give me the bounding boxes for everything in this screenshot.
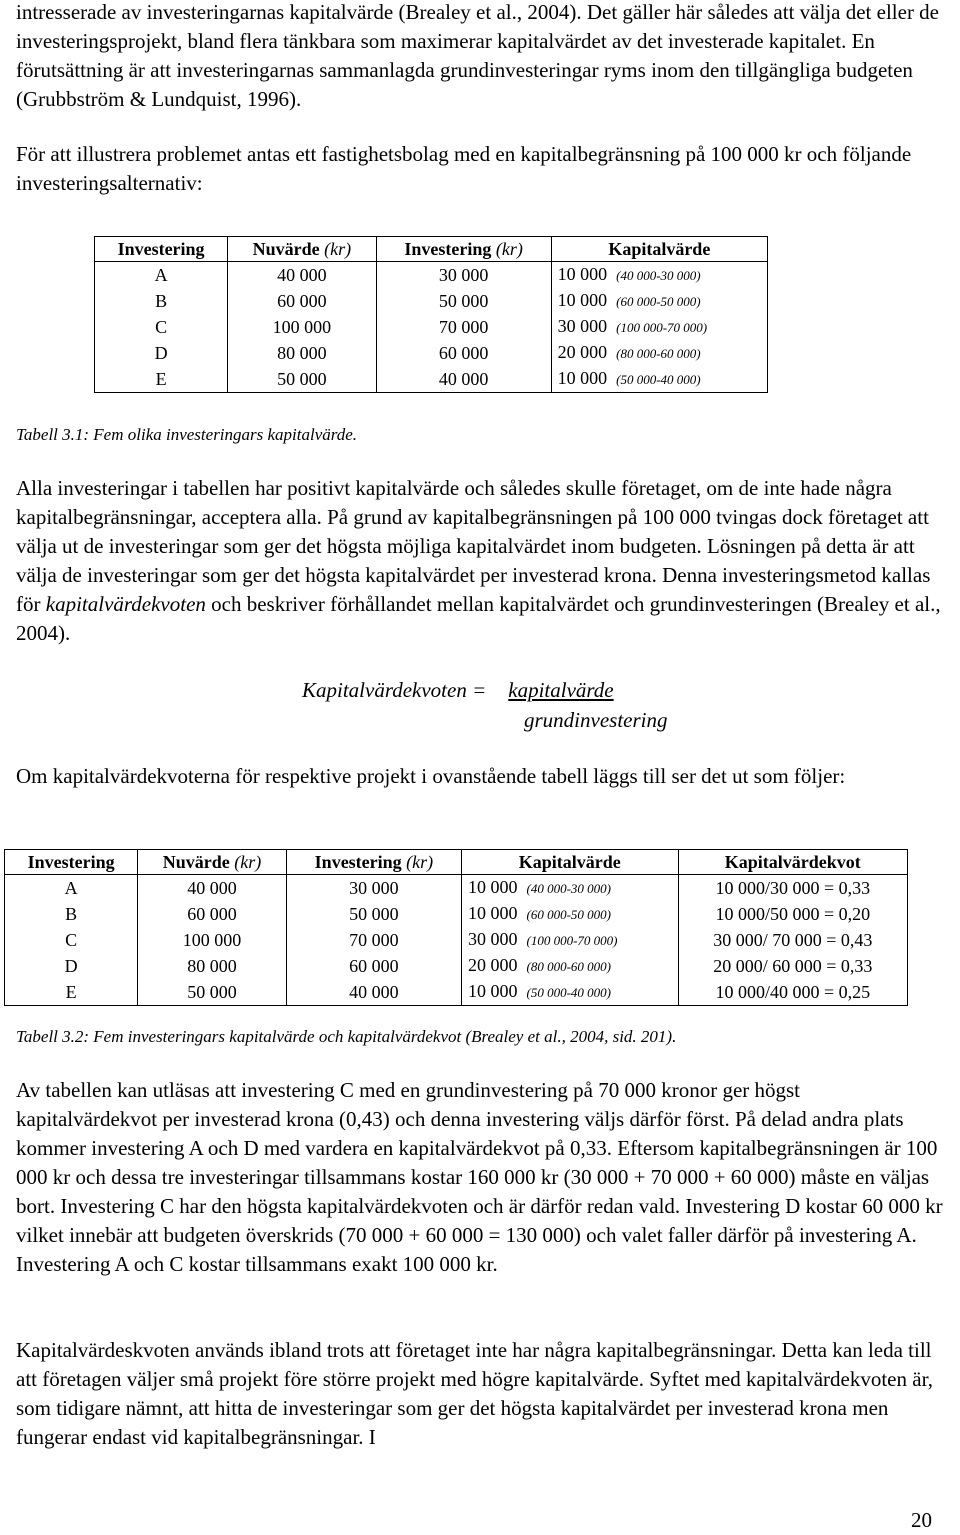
cell-kvot-text: 10 000/40 000 = 0,25 [715,982,871,1002]
cell-inv-text: 30 000 [438,265,489,285]
table-capital-value [94,236,768,393]
cell-kapitalvardekvot [678,901,907,927]
header-investering: Investering [95,237,228,262]
cell-investering-kr [376,288,551,314]
cell-kv-value: 30 000 [557,316,608,336]
cell-kapitalvarde [551,314,767,340]
cell-investering [5,953,138,979]
cell-investering-kr [376,366,551,393]
formula [302,676,668,732]
cell-nuvarde [228,340,376,366]
table-caption-1: Tabell 3.1: Fem olika investeringars kapitalvärde. [16,425,358,444]
cell-kapitalvarde [462,875,679,902]
table-row [95,340,768,366]
cell-investering [5,901,138,927]
cell-id-text: B [155,291,168,311]
cell-nuvarde [138,875,287,902]
cell-kapitalvarde [462,901,679,927]
cell-investering [95,314,228,340]
paragraph-analysis: Av tabellen kan utläsas att investering C med en grundinvestering på 70 000 kronor ger högst kapitalvärdekvot per investerad krona (0,43) och denna investering väljs därför först. På delad andra plats kommer investering A och D med vardera en kapitalvärdekvot på 0,33. Eftersom kapitalbegränsningen är 100 000 kr och dessa tre investeringar tillsammans kostar 160 000 kr (30 000 + 70 000 + 60 000) måste en väljas bort. Investering C har den högsta kapitalvärdekvoten och är därför redan vald. Investering D kostar 60 000 kr vilket innebär att budgeten överskrids (70 000 + 60 000 = 130 000) och valet faller därför på investering A. Investering A och C kostar tillsammans exakt 100 000 kr. [16,1078,943,1276]
cell-nuvarde [138,979,287,1006]
cell-kapitalvarde [551,366,767,393]
cell-inv-text: 70 000 [349,930,399,950]
cell-investering [5,875,138,902]
cell-id-text: B [65,904,78,924]
cell-nuvarde-text: 50 000 [187,982,237,1002]
cell-kapitalvardekvot [678,875,907,902]
cell-nuvarde-text: 100 000 [272,317,332,337]
cell-id-text: A [154,265,168,285]
cell-investering-kr [286,927,461,953]
cell-kv-value: 30 000 [468,929,518,949]
table-row [5,875,908,902]
header-investering-kr [376,237,551,262]
cell-inv-text: 60 000 [349,956,399,976]
cell-kv-calc: (60 000-50 000) [526,907,612,922]
table-header-row [5,850,908,875]
cell-investering [5,927,138,953]
cell-kv-calc: (100 000-70 000) [616,320,708,335]
cell-kv-value: 20 000 [557,342,608,362]
cell-id-text: A [64,878,78,898]
cell-investering-kr [286,979,461,1006]
cell-id-text: C [155,317,168,337]
paragraph-explanation-text-2: och beskriver förhållandet mellan kapitalvärdet och grundinvesteringen (Brealey et al., 2004). [16,592,941,645]
cell-nuvarde [228,366,376,393]
cell-kapitalvardekvot [678,927,907,953]
cell-kv-value: 20 000 [468,955,518,975]
table-capital-ratio [4,849,908,1006]
cell-id-text: C [65,930,78,950]
cell-kv-calc: (100 000-70 000) [526,933,618,948]
header-kapitalvardekvot: Kapitalvärdekvot [678,850,907,875]
cell-nuvarde-text: 60 000 [187,904,237,924]
cell-nuvarde-text: 100 000 [182,930,242,950]
cell-kv-value: 10 000 [468,877,518,897]
table-row [5,979,908,1006]
table-row [5,901,908,927]
header-inv-unit: (kr) [495,239,523,259]
cell-id-text: D [64,956,78,976]
header-investering: Investering [5,850,138,875]
cell-inv-text: 50 000 [349,904,399,924]
cell-kvot-text: 30 000/ 70 000 = 0,43 [713,930,873,950]
cell-kv-calc: (50 000-40 000) [616,372,701,387]
header-kapitalvarde: Kapitalvärde [462,850,679,875]
cell-nuvarde [138,953,287,979]
formula-denominator: grundinvestering [524,708,668,732]
cell-nuvarde [228,314,376,340]
cell-kv-calc: (60 000-50 000) [616,294,701,309]
header-inv-unit: (kr) [406,852,434,872]
term-kapitalvardekvoten: kapitalvärdekvoten [45,592,206,616]
cell-inv-text: 50 000 [438,291,489,311]
cell-kvot-text: 10 000/50 000 = 0,20 [715,904,871,924]
table-row [95,366,768,393]
cell-investering [5,979,138,1006]
cell-inv-text: 70 000 [438,317,489,337]
paragraph-intro: intresserade av investeringarnas kapitalvärde (Brealey et al., 2004). Det gäller här således att välja det eller de investeringsprojekt, bland flera tänkbara som maximerar kapitalvärdet av det investerade kapitalet. En förutsättning är att investeringarnas sammanlagda grundinvesteringar ryms inom den tillgängliga budgeten (Grubbström & Lundquist, 1996). [16,0,940,111]
cell-inv-text: 40 000 [438,369,489,389]
cell-id-text: D [154,343,168,363]
cell-kv-value: 10 000 [468,981,518,1001]
header-nuvarde [228,237,376,262]
cell-nuvarde-text: 50 000 [277,369,327,389]
cell-nuvarde [138,901,287,927]
cell-investering [95,366,228,393]
cell-kv-calc: (40 000-30 000) [616,268,701,283]
cell-kapitalvardekvot [678,979,907,1006]
cell-kapitalvardekvot [678,953,907,979]
header-inv-label: Investering [314,852,402,872]
header-kapitalvarde: Kapitalvärde [551,237,767,262]
cell-investering-kr [286,875,461,902]
cell-kvot-text: 20 000/ 60 000 = 0,33 [713,956,873,976]
cell-kv-calc: (80 000-60 000) [526,959,612,974]
cell-nuvarde [228,262,376,289]
cell-investering-kr [286,953,461,979]
paragraph-illustration: För att illustrera problemet antas ett fastighetsbolag med en kapitalbegränsning på 100 000 kr och följande investeringsalternativ: [16,142,912,195]
cell-nuvarde-text: 40 000 [277,265,327,285]
header-inv-label: Investering [404,239,492,259]
header-investering-kr [286,850,461,875]
cell-investering-kr [376,262,551,289]
cell-inv-text: 30 000 [349,878,399,898]
cell-kapitalvarde [551,262,767,289]
paragraph-ratio-intro: Om kapitalvärdekvoterna för respektive projekt i ovanstående tabell läggs till ser det ut som följer: [16,764,846,788]
formula-lhs: Kapitalvärdekvoten = [302,678,487,702]
cell-investering [95,262,228,289]
paragraph-explanation [16,474,946,648]
cell-id-text: E [155,369,167,389]
cell-nuvarde-text: 80 000 [187,956,237,976]
header-nuvarde [138,850,287,875]
cell-id-text: E [65,982,77,1002]
paragraph-explanation-text-1: Alla investeringar i tabellen har positivt kapitalvärde och således skulle företaget, om de inte hade några kapitalbegränsningar, acceptera alla. På grund av kapitalbegränsningen på 100 000 tvingas dock företaget att välja ut de investeringar som ger det högsta möjliga kapitalvärdet inom budgeten. Lösningen på detta är att välja de investeringar som ger det högsta kapitalvärdet per investerad krona. Denna investeringsmetod kallas för [16,476,931,616]
header-nuvarde-unit: (kr) [324,239,352,259]
cell-investering-kr [376,340,551,366]
cell-investering [95,340,228,366]
cell-kv-value: 10 000 [557,290,608,310]
cell-kapitalvarde [551,288,767,314]
cell-investering-kr [376,314,551,340]
cell-kapitalvarde [462,979,679,1006]
cell-nuvarde-text: 60 000 [277,291,327,311]
cell-nuvarde-text: 80 000 [277,343,327,363]
cell-kv-calc: (50 000-40 000) [526,985,612,1000]
cell-kv-calc: (80 000-60 000) [616,346,701,361]
cell-kvot-text: 10 000/30 000 = 0,33 [715,878,871,898]
cell-kapitalvarde [551,340,767,366]
cell-kv-value: 10 000 [557,368,608,388]
header-nuvarde-label: Nuvärde [162,852,230,872]
cell-kv-value: 10 000 [468,903,518,923]
header-nuvarde-unit: (kr) [234,852,262,872]
cell-nuvarde [138,927,287,953]
table-row [95,314,768,340]
table-body [95,262,768,393]
cell-investering [95,288,228,314]
cell-kapitalvarde [462,953,679,979]
table-row [95,288,768,314]
paragraph-conclusion: Kapitalvärdeskvoten används ibland trots att företaget inte har några kapitalbegränsningar. Detta kan leda till att företagen väljer små projekt före större projekt med högre kapitalvärde. Syftet med kapitalvärdekvoten är, som tidigare nämnt, att hitta de investeringar som ger det högsta kapitalvärdet per investerad krona men fungerar endast vid kapitalbegränsningar. I [16,1338,933,1449]
table-body [5,875,908,1006]
page-number: 20 [911,1508,932,1532]
cell-nuvarde-text: 40 000 [187,878,237,898]
cell-kapitalvarde [462,927,679,953]
formula-numerator: kapitalvärde [508,678,614,702]
cell-nuvarde [228,288,376,314]
table-caption-2: Tabell 3.2: Fem investeringars kapitalvärde och kapitalvärdekvot (Brealey et al., 2004, sid. 201). [16,1027,677,1046]
table-row [95,262,768,289]
header-nuvarde-label: Nuvärde [252,239,320,259]
cell-kv-calc: (40 000-30 000) [526,881,612,896]
cell-investering-kr [286,901,461,927]
table-row [5,927,908,953]
table-row [5,953,908,979]
table-header-row [95,237,768,262]
cell-inv-text: 60 000 [438,343,489,363]
cell-kv-value: 10 000 [557,264,608,284]
cell-inv-text: 40 000 [349,982,399,1002]
